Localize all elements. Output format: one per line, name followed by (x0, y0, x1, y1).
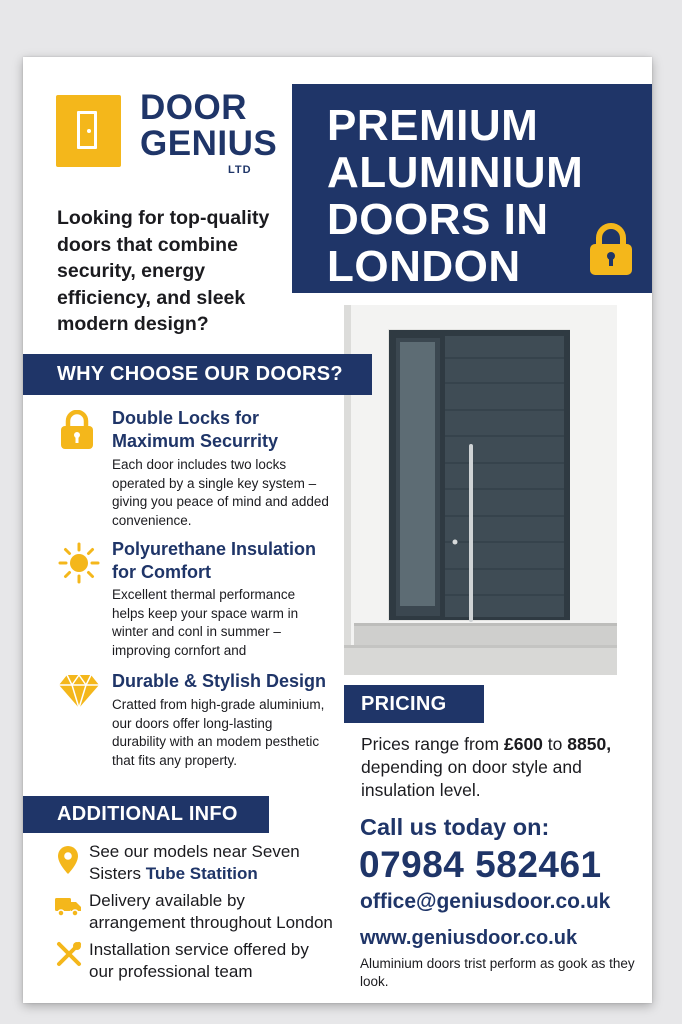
feature-description: Each door includes two locks operated by a single key system – giving you peace of mind and added convenience. (112, 457, 329, 528)
call-us-label: Call us today on: (360, 814, 550, 840)
flyer (23, 57, 652, 1003)
tools-icon (56, 941, 82, 967)
info-item-text: See our models near Seven Sisters (89, 842, 300, 883)
feature-title: Double Locks for Maximum Securrity (112, 408, 279, 451)
phone-number[interactable]: 07984 582461 (359, 844, 602, 885)
intro-question: Looking for top-quality doors that combine security, energy efficiency, and sleek modern design? (57, 207, 270, 335)
feature-title: Durable & Stylish Design (112, 671, 327, 691)
tagline: Aluminium doors trist perform as gook as they look. (360, 956, 635, 989)
headline-block (292, 84, 652, 293)
why-choose-heading: WHY CHOOSE OUR DOORS? (57, 363, 343, 385)
price-low: £600 (503, 734, 543, 754)
brand-name-line2: GENIUS (140, 124, 278, 163)
info-item (89, 841, 329, 884)
email-link[interactable]: office@geniusdoor.co.uk (360, 890, 611, 913)
door-photo (344, 305, 617, 675)
lock-icon (588, 223, 634, 277)
website-link[interactable]: www.geniusdoor.co.uk (360, 927, 578, 949)
price-high: 8850, (567, 734, 612, 754)
additional-info-heading-bar (23, 796, 269, 833)
info-item: Installation service offered by our professional team (89, 940, 309, 981)
delivery-truck-icon (54, 896, 82, 918)
info-item: Delivery available by arrangement throughout London (89, 891, 333, 932)
feature-title: Polyurethane Insulation for Comfort (112, 539, 317, 582)
feature-description: Excellent thermal performance helps keep your space warm in winter and conl in summer – improving cornfort and (112, 587, 299, 658)
pricing-heading-bar (344, 685, 484, 723)
pricing-to: to (547, 734, 563, 754)
brand-name-line1: DOOR (140, 88, 247, 127)
diamond-icon (58, 673, 100, 709)
logo-door-icon (56, 95, 121, 167)
pricing-text-after: depending on door style and insulation level. (361, 757, 582, 800)
location-pin-icon (57, 845, 79, 875)
sun-icon (58, 542, 100, 584)
why-choose-heading-bar (23, 354, 372, 395)
feature-description: Cratted from high-grade aluminium, our doors offer long-lasting durability with an modem pesthetic that fits any property. (112, 697, 325, 768)
pricing-text (361, 733, 646, 802)
brand-ltd: LTD (228, 164, 252, 176)
lock-icon (60, 410, 94, 450)
pricing-heading: PRICING (361, 693, 447, 715)
headline: PREMIUM ALUMINIUM DOORS IN LONDON (327, 101, 584, 291)
info-item-bold: Tube Statition (145, 863, 258, 883)
additional-info-heading: ADDITIONAL INFO (57, 803, 238, 825)
pricing-text-before: Prices range from (361, 734, 500, 754)
